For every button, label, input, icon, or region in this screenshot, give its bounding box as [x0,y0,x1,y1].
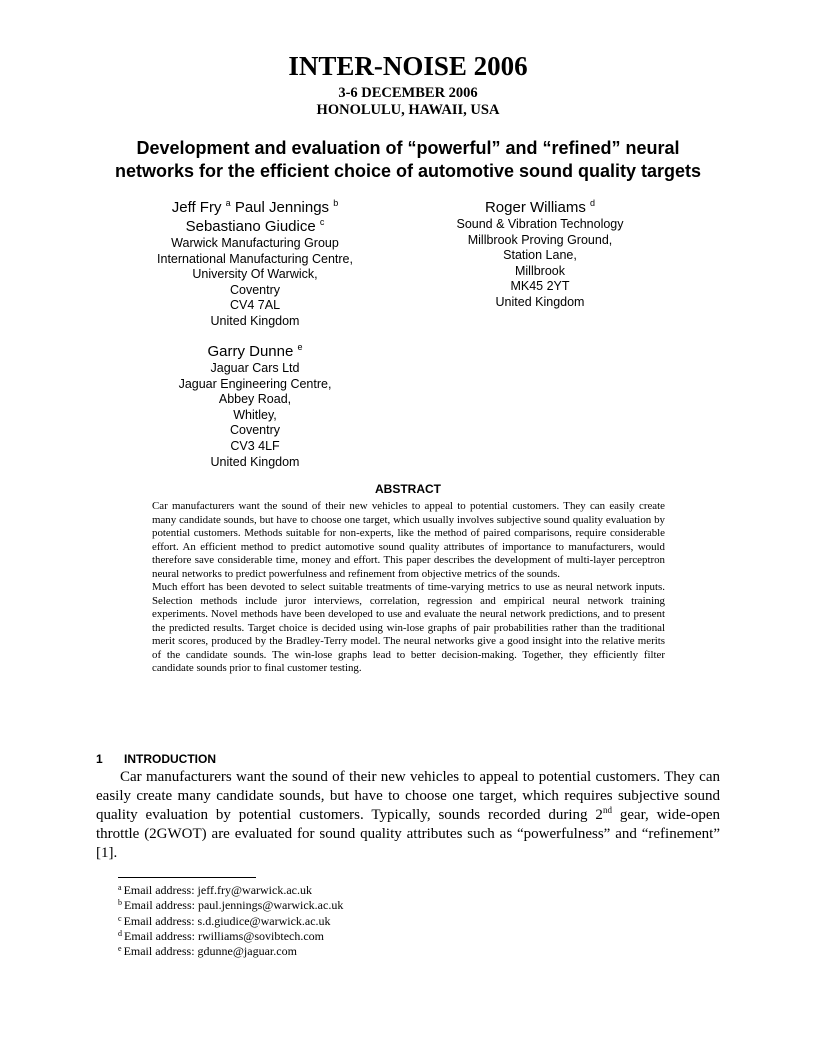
paper-title-line: networks for the efficient choice of automotive sound quality targets [114,161,702,181]
footnote-text: Email address: s.d.giudice@warwick.ac.uk [123,913,331,928]
author-name: Garry Dunne [207,343,294,360]
footnote [118,944,343,959]
author-mark: e [297,342,303,352]
author-mark: c [319,217,325,227]
footnote-mark: a [118,883,122,892]
intro-text: gear, wide-open throttle (2GWOT) are evaluated for sound quality attributes such as “powerfulness” and “refinement” [1]. [96,807,720,861]
author-names-line [135,342,375,361]
affiliation-line: United Kingdom [210,313,300,328]
affiliation-line: CV3 4LF [230,438,280,453]
section-number: 1 [96,752,103,766]
author-names-line [420,198,660,217]
author-mark: a [225,198,231,208]
paper-title [40,137,776,183]
introduction-paragraph [96,768,720,863]
author-mark: d [590,198,596,208]
affiliation-line: International Manufacturing Centre, [157,251,353,266]
author-block-jaguar [135,342,375,470]
conference-location: HONOLULU, HAWAII, USA [316,102,500,118]
affiliation-line: Abbey Road, [218,392,292,407]
intro-text: Car manufacturers want the sound of their new vehicles to appeal to potential customers. They can easily create many candidate sounds, but have to choose one target, which requires subjective sound quality evaluation by potential customers. Typically, sounds recorded during 2 [96,769,720,823]
intro-superscript: nd [602,805,612,815]
author-mark: b [333,198,339,208]
footnote-mark: b [118,898,122,908]
footnote [118,929,343,944]
footnote-text: Email address: gdunne@jaguar.com [123,944,297,959]
affiliation-line: Warwick Manufacturing Group [171,236,339,250]
affiliation-line: Sound & Vibration Technology [456,217,624,231]
footnote-mark: c [118,913,122,923]
author-names-line [135,217,375,236]
affiliation-line: United Kingdom [495,294,585,309]
footnote-text: Email address: paul.jennings@warwick.ac.uk [124,898,344,913]
author-name: Roger Williams [484,199,586,216]
footnote-text: Email address: rwilliams@sovibtech.com [124,928,325,943]
abstract-paragraph: Much effort has been devoted to select suitable treatments of time-varying metrics to use as neural network inputs. Selection methods include juror interviews, correlation, regression and empirical neural network training experiments. Novel methods have been developed to use and evaluate the neural network predictions, and to present the predicted results. Target choice is decided using win-lose graphs of pair probabilities rather than the traditional merit scores, produced by the Bradley-Terry model. The neural networks give a good insight into the relative merits of the candidate sounds. The win-lose graphs lead to better decision-making. Together, they efficiently filter candidate sounds prior to final customer testing. [152,581,665,674]
section-title: INTRODUCTION [124,752,216,766]
affiliation-line: CV4 7AL [229,298,281,313]
abstract-heading: ABSTRACT [375,482,441,496]
section-heading [96,752,216,766]
footnote [118,914,343,929]
affiliation-line: Coventry [229,282,281,297]
author-name: Paul Jennings [234,199,330,216]
affiliation-line: Station Lane, [503,248,577,263]
conference-title: INTER-NOISE 2006 [288,51,528,81]
affiliation-line: Coventry [229,423,281,438]
footnote [118,883,343,898]
footnote [118,898,343,913]
affiliation-line: Jaguar Engineering Centre, [178,376,332,391]
footnote-text: Email address: jeff.fry@warwick.ac.uk [123,883,312,897]
author-name: Sebastiano Giudice [185,218,316,235]
affiliation-line: United Kingdom [210,454,300,469]
footnote-divider [118,877,256,878]
abstract-paragraph: Car manufacturers want the sound of their new vehicles to appeal to potential customers. They can easily create many candidate sounds, but have to choose one target, which usually involves subjective sound quality evaluation by potential customers. Methods suitable for non-experts, like the method of paired comparisons, require considerable effort. An efficient method to predict automotive sound quality attributes of importance to manufacturers, would therefore save considerable time, money and effort. This paper describes the development of multi-layer perceptron neural networks to predict powerfulness and refinement from objective metrics of the sounds. [152,500,665,580]
affiliation-line: Millbrook [514,263,565,278]
affiliation-line: University Of Warwick, [192,267,318,282]
author-name: Jeff Fry [171,199,222,216]
introduction-body [96,768,720,863]
conference-dates: 3-6 DECEMBER 2006 [338,85,478,101]
affiliation-line: Millbrook Proving Ground, [467,232,613,247]
affiliation-line: Whitley, [233,407,277,422]
author-block-sovibtech [420,198,660,311]
affiliation-line: Jaguar Cars Ltd [210,361,300,375]
author-names-line [135,198,375,217]
author-block-warwick [135,198,375,330]
footnote-mark: e [118,944,122,954]
affiliation-line: MK45 2YT [510,279,570,294]
paper-title-line: Development and evaluation of “powerful” and “refined” neural [136,138,680,158]
footnote-mark: d [118,928,122,938]
abstract-body [152,500,665,676]
footnotes [118,883,343,959]
